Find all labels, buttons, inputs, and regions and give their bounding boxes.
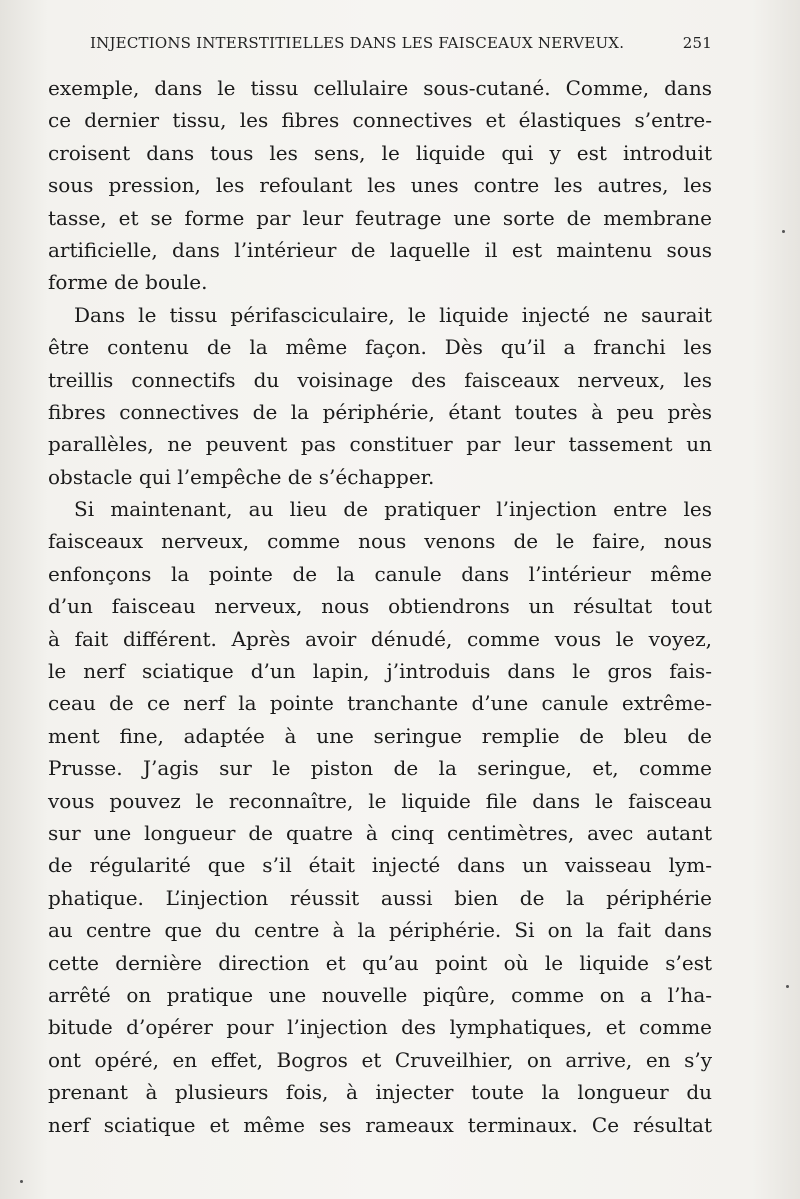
text-line: à fait différent. Après avoir dénudé, comme vous le voyez, bbox=[48, 626, 712, 651]
page-header bbox=[90, 34, 712, 58]
text-line: le nerf sciatique d’un lapin, j’introduis dans le gros fais- bbox=[48, 659, 712, 684]
body-text bbox=[48, 72, 712, 1141]
text-line: de régularité que s’il était injecté dans un vaisseau lym- bbox=[48, 853, 712, 878]
text-line: être contenu de la même façon. Dès qu’il a franchi les bbox=[48, 335, 712, 360]
print-speck bbox=[20, 1180, 23, 1183]
text-line: nerf sciatique et même ses rameaux terminaux. Ce résultat bbox=[48, 1112, 712, 1137]
text-line: parallèles, ne peuvent pas constituer par leur tassement un bbox=[48, 432, 712, 457]
text-line: Si maintenant, au lieu de pratiquer l’injection entre les bbox=[74, 497, 712, 522]
text-line: au centre que du centre à la périphérie. Si on la fait dans bbox=[48, 918, 712, 943]
text-line: artificielle, dans l’intérieur de laquelle il est maintenu sous bbox=[48, 237, 712, 262]
text-line: ceau de ce nerf la pointe tranchante d’une canule extrême- bbox=[48, 691, 712, 716]
text-line: ont opéré, en effet, Bogros et Cruveilhier, on arrive, en s’y bbox=[48, 1047, 712, 1072]
text-line: prenant à plusieurs fois, à injecter toute la longueur du bbox=[48, 1080, 712, 1105]
text-line: ment fine, adaptée à une seringue remplie de bleu de bbox=[48, 723, 712, 748]
text-line: forme de boule. bbox=[48, 270, 208, 295]
text-line: bitude d’opérer pour l’injection des lymphatiques, et comme bbox=[48, 1015, 712, 1040]
text-line: Dans le tissu périfasciculaire, le liquide injecté ne saurait bbox=[74, 302, 712, 327]
text-line: vous pouvez le reconnaître, le liquide file dans le faisceau bbox=[48, 788, 712, 813]
text-line: obstacle qui l’empêche de s’échapper. bbox=[48, 464, 435, 489]
text-line: d’un faisceau nerveux, nous obtiendrons un résultat tout bbox=[48, 594, 712, 619]
text-line: faisceaux nerveux, comme nous venons de le faire, nous bbox=[48, 529, 712, 554]
running-head: INJECTIONS INTERSTITIELLES DANS LES FAISCEAUX NERVEUX. bbox=[90, 34, 625, 52]
text-line: enfonçons la pointe de la canule dans l’intérieur même bbox=[48, 561, 712, 586]
text-line: tasse, et se forme par leur feutrage une sorte de membrane bbox=[48, 205, 712, 230]
text-line: fibres connectives de la périphérie, étant toutes à peu près bbox=[48, 399, 712, 424]
print-speck bbox=[786, 985, 789, 988]
text-line: sur une longueur de quatre à cinq centimètres, avec autant bbox=[48, 820, 712, 845]
text-line: exemple, dans le tissu cellulaire sous-cutané. Comme, dans bbox=[48, 76, 712, 100]
text-line: treillis connectifs du voisinage des faisceaux nerveux, les bbox=[48, 367, 712, 392]
text-line: arrêté on pratique une nouvelle piqûre, comme on a l’ha- bbox=[48, 982, 712, 1007]
print-speck bbox=[782, 230, 785, 233]
text-line: cette dernière direction et qu’au point où le liquide s’est bbox=[48, 950, 712, 975]
page-number: 251 bbox=[682, 34, 712, 52]
text-line: croisent dans tous les sens, le liquide qui y est introduit bbox=[48, 140, 712, 165]
text-line: phatique. L’injection réussit aussi bien de la périphérie bbox=[48, 885, 712, 910]
text-line: Prusse. J’agis sur le piston de la seringue, et, comme bbox=[48, 756, 712, 781]
text-line: sous pression, les refoulant les unes contre les autres, les bbox=[48, 173, 712, 198]
text-line: ce dernier tissu, les fibres connectives et élastiques s’entre- bbox=[48, 108, 712, 133]
